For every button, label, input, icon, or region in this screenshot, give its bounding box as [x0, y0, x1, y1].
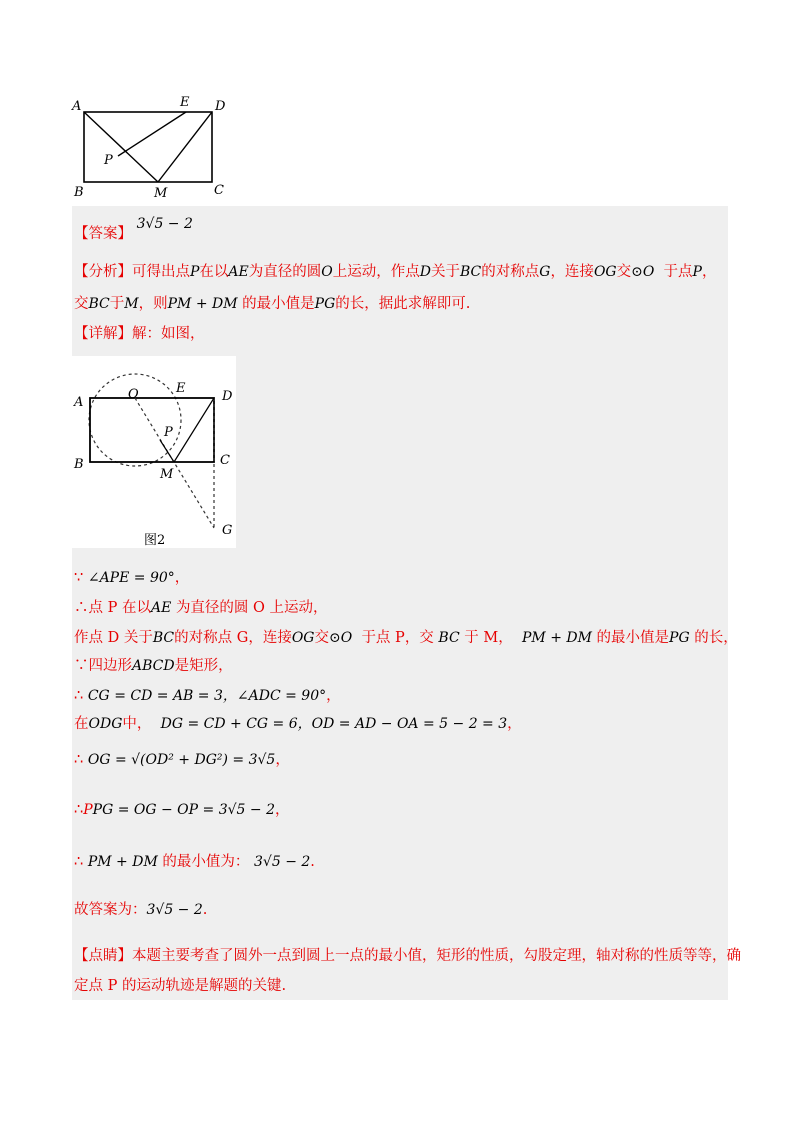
comment-line-2 [74, 976, 286, 996]
detail-text: 解：如图， [132, 326, 205, 342]
because-text: ∵四边形 [74, 658, 132, 674]
comment-text: 定点 P 的运动轨迹是解题的关键. [74, 978, 287, 994]
step-text: 的最小值为： [162, 854, 250, 870]
math-d: D [419, 264, 431, 280]
therefore-text: ∴点 [74, 600, 103, 616]
punct: ， [326, 688, 341, 704]
step-text: 交 [314, 630, 329, 646]
math-pm-dm: PM + DM [167, 296, 238, 312]
comment-text: 本题主要考查了圆外一点到圆上一点的最小值，矩形的性质，勾股定理，轴对称的性质等等，确 [132, 948, 741, 964]
math-dg-od: DG = CD + CG = 6，OD = AD − OA = 5 − 2 = 3 [160, 716, 508, 732]
math-p: P [692, 264, 702, 280]
analysis-text: ，连接 [550, 264, 594, 280]
label-a: A [74, 395, 84, 410]
step-10 [74, 900, 207, 920]
math-circle-o: ⊙O [329, 630, 353, 646]
math-og: OG [291, 630, 315, 646]
math-min-value: 3√5 − 2 [254, 854, 311, 870]
therefore-symbol: ∴ [74, 688, 84, 704]
step-text: ， [498, 630, 513, 646]
analysis-text: 的对称点 [481, 264, 540, 280]
math-circle-o: ⊙O [631, 264, 655, 280]
label-m: M [154, 186, 168, 201]
answer-tag: 【答案】 [74, 226, 132, 242]
math-bc: BC [438, 630, 460, 646]
label-c: C [220, 453, 230, 468]
analysis-text: 于 [109, 296, 125, 312]
math-pm-dm: PM + DM [87, 854, 158, 870]
point-m: M [483, 630, 499, 646]
point-g: G [236, 630, 249, 646]
step-8 [74, 800, 289, 820]
label-g: G [222, 523, 233, 538]
step-text: 上运动， [269, 600, 328, 616]
step-text: 故答案为： [74, 902, 147, 918]
label-e: E [180, 96, 190, 110]
punct: ， [507, 716, 522, 732]
step-text: 的最小值是 [596, 630, 670, 646]
punct: ， [274, 802, 290, 818]
math-o: O [321, 264, 333, 280]
rect-abcd [84, 112, 212, 182]
point-d: D [107, 630, 120, 646]
segment-md [174, 398, 214, 462]
label-m: M [160, 467, 174, 482]
label-p: P [164, 425, 173, 440]
because-symbol: ∵ [74, 570, 84, 586]
analysis-text: ，则 [138, 296, 168, 312]
step-6 [74, 714, 522, 734]
point-o: O [253, 600, 265, 616]
figure-1-rectangle [70, 96, 230, 204]
math-pm-dm: PM + DM [521, 630, 592, 646]
step-text: 作点 [74, 630, 103, 646]
math-final-answer: 3√5 − 2 [146, 902, 203, 918]
figure-2-construction [72, 356, 236, 548]
math-pg-value: PG = OG − OP = 3√5 − 2 [92, 802, 275, 818]
step-text: 关于 [123, 630, 153, 646]
analysis-text: 的最小值是 [242, 296, 315, 312]
point-p: P [107, 600, 118, 616]
segment-pm [160, 440, 174, 462]
math-cg-cd-ab: CG = CD = AB = 3，∠ADC = 90° [87, 688, 327, 704]
step-text: 的对称点 [174, 630, 233, 646]
label-o: O [128, 387, 139, 402]
step-text: 的长， [694, 630, 738, 646]
step-text: ，连接 [248, 630, 292, 646]
step-4 [74, 656, 233, 676]
analysis-text: 上运动，作点 [332, 264, 420, 280]
punct: ， [275, 752, 290, 768]
math-bc: BC [459, 264, 482, 280]
label-d: D [222, 389, 233, 404]
figure-caption: 图2 [144, 533, 166, 548]
analysis-text: 关于 [430, 264, 460, 280]
step-5 [74, 686, 341, 706]
rect-abcd [90, 398, 214, 462]
math-odg: ODG [88, 716, 123, 732]
step-9 [74, 852, 315, 872]
math-og-value: OG = √(OD² + DG²) = 3√5 [87, 752, 276, 768]
math-ae: AE [150, 600, 172, 616]
math-pg: PG [314, 296, 336, 312]
step-3 [74, 628, 738, 648]
step-text: 在 [74, 716, 89, 732]
analysis-text: 的长，据此求解即可. [335, 296, 471, 312]
analysis-text: 在以 [199, 264, 229, 280]
step-text: 于 [464, 630, 479, 646]
therefore-symbol: ∴ [74, 752, 84, 768]
label-b: B [74, 457, 84, 472]
segment-am [84, 112, 158, 182]
math-og: OG [593, 264, 617, 280]
label-a: A [72, 99, 82, 114]
segment-pe [118, 112, 186, 156]
comment-line-1 [74, 946, 741, 966]
label-b: B [74, 185, 84, 200]
math-pg: PG [669, 630, 690, 646]
step-text: ，交 [404, 630, 434, 646]
math-g: G [539, 264, 551, 280]
analysis-text: 交 [616, 264, 632, 280]
label-e: E [176, 381, 186, 396]
analysis-text: 交 [74, 296, 89, 312]
analysis-text: ， [701, 264, 717, 280]
math-m: M [124, 296, 139, 312]
therefore-symbol: ∴ [74, 854, 84, 870]
label-p: P [104, 153, 113, 168]
label-c: C [214, 183, 224, 198]
label-d: D [215, 99, 226, 114]
step-7 [74, 750, 290, 770]
step-1 [74, 568, 189, 588]
comment-tag: 【点睛】 [74, 948, 132, 964]
punct: . [202, 902, 208, 918]
analysis-line-1 [74, 262, 716, 282]
math-bc: BC [152, 630, 175, 646]
step-2 [74, 598, 328, 618]
math-abcd: ABCD [132, 658, 175, 674]
answer-value: 3√5 − 2 [136, 216, 193, 232]
detail-tag: 【详解】 [74, 326, 132, 342]
analysis-text: 可得出点 [132, 264, 190, 280]
analysis-tag: 【分析】 [74, 264, 132, 280]
analysis-text: 为直径的圆 [248, 264, 322, 280]
math-bc: BC [88, 296, 110, 312]
step-text: 为直径的圆 [175, 600, 249, 616]
detail-line [74, 324, 205, 344]
point-p: P [83, 802, 93, 818]
punct: ， [174, 570, 190, 586]
segment-md [158, 112, 212, 182]
math-p: P [190, 264, 200, 280]
math-angle-ape: ∠APE = 90° [87, 570, 175, 586]
point-p: P [395, 630, 405, 646]
therefore-symbol: ∴ [74, 802, 84, 818]
math-ae: AE [228, 264, 249, 280]
analysis-line-2 [74, 294, 470, 314]
analysis-text: 于点 [663, 264, 693, 280]
step-text: 是矩形， [174, 658, 233, 674]
step-text: 在以 [121, 600, 151, 616]
step-text: 中， [122, 716, 152, 732]
punct: . [310, 854, 315, 870]
answer-line [74, 216, 193, 242]
step-text: 于点 [361, 630, 391, 646]
